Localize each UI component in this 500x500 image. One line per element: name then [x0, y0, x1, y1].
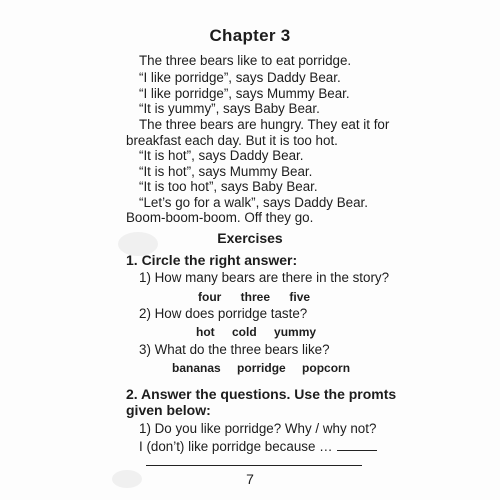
story-line: Boom-boom-boom. Off they go.	[126, 210, 314, 225]
answer-prompt	[139, 439, 377, 455]
story-line: “Let’s go for a walk”, says Daddy Bear.	[139, 195, 368, 210]
question-2-options	[196, 325, 316, 339]
story-line: “It is too hot”, says Baby Bear.	[139, 179, 318, 194]
story-line: “I like porridge”, says Mummy Bear.	[139, 86, 350, 101]
option-cold[interactable]: cold	[232, 325, 257, 339]
exercise-1-heading: 1. Circle the right answer:	[126, 252, 298, 268]
option-hot[interactable]: hot	[196, 325, 215, 339]
story-line: “It is hot”, says Daddy Bear.	[139, 148, 304, 163]
option-three[interactable]: three	[240, 290, 271, 304]
question-3: 3) What do the three bears like?	[139, 342, 330, 357]
answer-prompt-text: I (don’t) like porridge because …	[139, 439, 333, 454]
story-line: The three bears are hungry. They eat it for	[139, 117, 390, 132]
story-line: breakfast each day. But it is too hot.	[126, 133, 338, 148]
exercises-title: Exercises	[217, 230, 283, 246]
option-popcorn[interactable]: popcorn	[302, 361, 351, 375]
option-five[interactable]: five	[289, 290, 311, 304]
story-line: The three bears like to eat porridge.	[139, 53, 352, 68]
answer-line[interactable]	[146, 465, 362, 466]
question-1: 1) How many bears are there in the story?	[139, 270, 390, 285]
question-3-options	[172, 361, 350, 375]
option-porridge[interactable]: porridge	[237, 361, 286, 375]
answer-blank[interactable]	[337, 439, 377, 451]
exercise-2-question-1: 1) Do you like porridge? Why / why not?	[139, 421, 377, 436]
exercise-2-heading-cont: given below:	[126, 402, 211, 418]
story-line: “It is hot”, says Mummy Bear.	[139, 164, 313, 179]
chapter-title: Chapter 3	[209, 26, 291, 45]
question-2: 2) How does porridge taste?	[139, 306, 308, 321]
option-bananas[interactable]: bananas	[172, 361, 221, 375]
option-four[interactable]: four	[198, 290, 222, 304]
question-1-options	[198, 290, 310, 304]
page-number: 7	[246, 471, 254, 487]
story-line: “I like porridge”, says Daddy Bear.	[139, 70, 341, 85]
option-yummy[interactable]: yummy	[274, 325, 317, 339]
exercise-2-heading: 2. Answer the questions. Use the promts	[126, 386, 397, 402]
story-line: “It is yummy”, says Baby Bear.	[139, 101, 320, 116]
